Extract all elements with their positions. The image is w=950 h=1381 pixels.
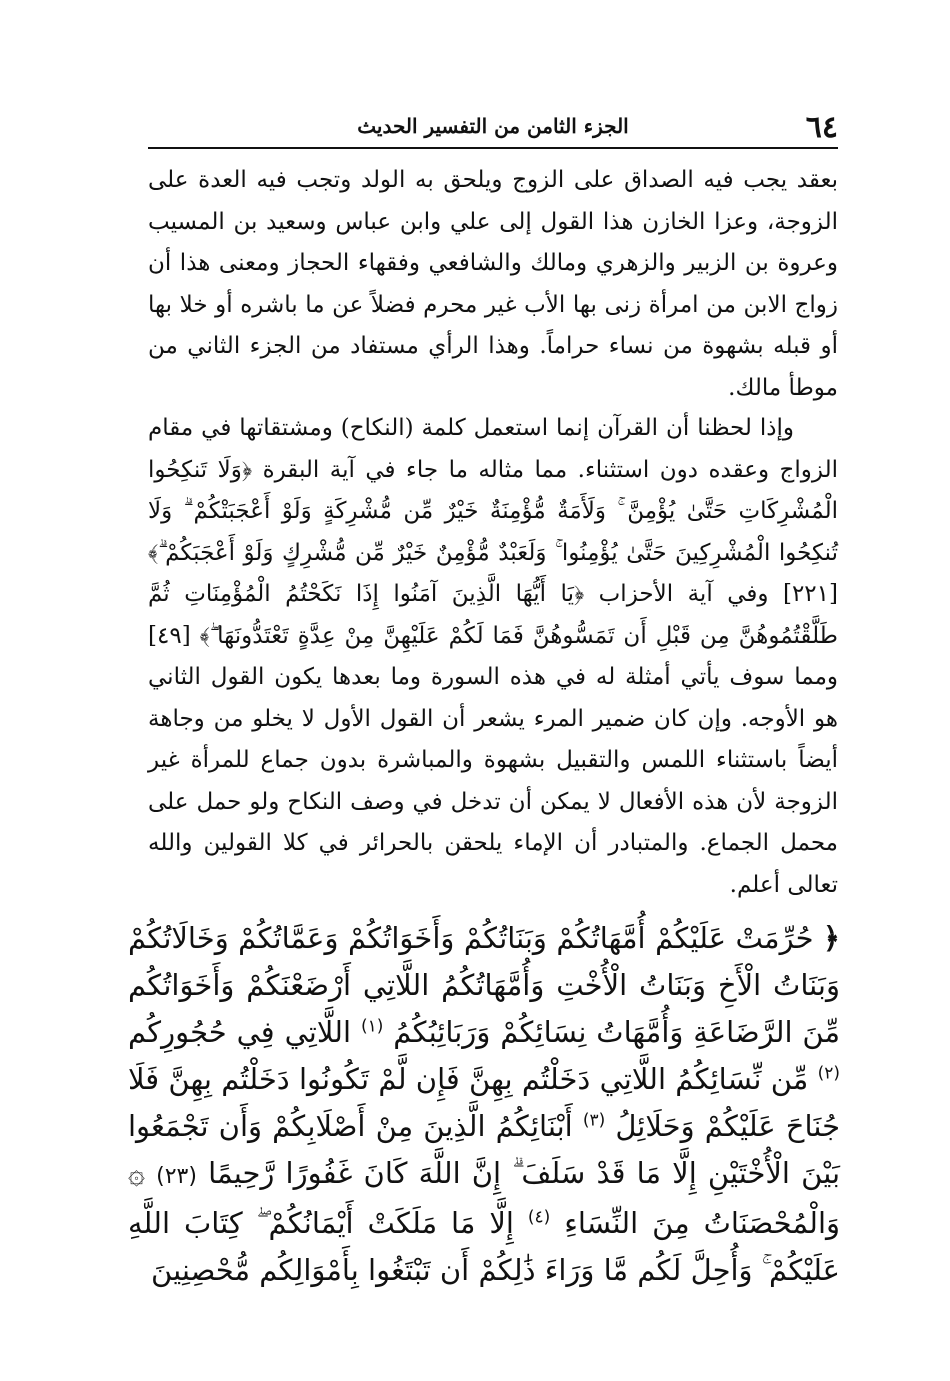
header-divider — [148, 147, 838, 149]
footnote-marker-1: (١) — [360, 1016, 384, 1037]
verse-segment-5: ۞ وَالْمُحْصَنَاتُ مِنَ النِّسَاءِ — [128, 1156, 841, 1240]
verse-segment-4: أَبْنَائِكُمُ الَّذِينَ مِنْ أَصْلَابِكُمْ وَأَن تَجْمَعُوا بَيْنَ الْأُخْتَيْنِ إِلَّا مَا قَدْ سَلَفَ ۗ إِنَّ اللَّهَ كَانَ غَفُورًا رَّحِيمًا — [128, 1109, 841, 1190]
footnote-marker-3: (٣) — [582, 1110, 606, 1131]
verse-segment-2: اللَّاتِي فِي حُجُورِكُم — [128, 1015, 352, 1049]
paragraph-2-text: وإذا لحظنا أن القرآن إنما استعمل كلمة (النكاح) ومشتقاتها في مقام الزواج وعقده دون استثناء. مما مثاله ما جاء في آية البقرة ﴿وَلَا تَنكِحُوا الْمُشْرِكَاتِ حَتَّىٰ يُؤْمِنَّ ۚ وَلَأَمَةٌ مُّؤْمِنَةٌ خَيْرٌ مِّن مُّشْرِكَةٍ وَلَوْ أَعْجَبَتْكُمْ ۗ وَلَا تُنكِحُوا الْمُشْرِكِينَ حَتَّىٰ يُؤْمِنُوا ۚ وَلَعَبْدٌ مُّؤْمِنٌ خَيْرٌ مِّن مُّشْرِكٍ وَلَوْ أَعْجَبَكُمْ ۗ﴾ [٢٢١] وفي آية الأحزاب ﴿يَا أَيُّهَا الَّذِينَ آمَنُوا إِذَا نَكَحْتُمُ الْمُؤْمِنَاتِ ثُمَّ طَلَّقْتُمُوهُنَّ مِن قَبْلِ أَن تَمَسُّوهُنَّ فَمَا لَكُمْ عَلَيْهِنَّ مِنْ عِدَّةٍ تَعْتَدُّونَهَا ۖ﴾ [٤٩] ومما سوف يأتي أمثلة له في هذه السورة وما بعدها يكون القول الثاني هو الأوجه. وإن كان ضمير المرء يشعر أن القول الأول لا يخلو من وجاهة أيضاً باستثناء اللمس والتقبيل بشهوة والمباشرة بدون جماع للمرأة غير الزوجة لأن هذه الأفعال لا يمكن أن تدخل في وصف النكاح ولو حمل على محمل الجماع. والمتبادر أن الإماء يلحقن بالحرائر في كلا القولين والله تعالى أعلم. — [148, 415, 838, 898]
footnote-marker-4: (٤) — [527, 1207, 551, 1228]
page-number: ٦٤ — [805, 110, 838, 145]
paragraph-2 — [148, 408, 838, 906]
verse-open-bracket: ﴿ — [823, 921, 840, 955]
quran-verse-block — [128, 915, 840, 1294]
verse-segment-1: حُرِّمَتْ عَلَيْكُمْ أُمَّهَاتُكُمْ وَبَنَاتُكُمْ وَأَخَوَاتُكُمْ وَعَمَّاتُكُمْ وَخَالَاتُكُمْ وَبَنَاتُ الْأَخِ وَبَنَاتُ الْأُخْتِ وَأُمَّهَاتُكُمُ اللَّاتِي أَرْضَعْنَكُمْ وَأَخَوَاتُكُم مِّنَ الرَّضَاعَةِ وَأُمَّهَاتُ نِسَائِكُمْ وَرَبَائِبُكُمُ — [128, 921, 841, 1049]
paragraph-1-text: بعقد يجب فيه الصداق على الزوج ويلحق به الولد وتجب فيه العدة على الزوجة، وعزا الخازن هذا القول إلى علي وابن عباس وسعيد بن المسيب وعروة بن الزبير والزهري ومالك والشافعي وفقهاء الحجاز ومعنى هذا أن زواج الابن من امرأة زنى بها الأب غير محرم فضلاً عن ما باشره أو خلا بها أو قبله بشهوة من نساء حراماً. وهذا الرأي مستفاد من الجزء الثاني من موطأ مالك. — [148, 167, 838, 401]
paragraph-1 — [148, 160, 838, 409]
page-header — [148, 108, 838, 148]
verse-text — [128, 915, 840, 1294]
verse-segment-3: مِّن نِّسَائِكُمُ اللَّاتِي دَخَلْتُم بِهِنَّ فَإِن لَّمْ تَكُونُوا دَخَلْتُم بِهِنَّ فَلَا جُنَاحَ عَلَيْكُمْ وَحَلَائِلُ — [128, 1062, 840, 1143]
running-title: الجزء الثامن من التفسير الحديث — [357, 114, 629, 138]
footnote-marker-2: (٢) — [817, 1063, 840, 1084]
verse-segment-6: إِلَّا مَا مَلَكَتْ أَيْمَانُكُمْ ۖ كِتَابَ اللَّهِ عَلَيْكُمْ ۚ وَأُحِلَّ لَكُم مَّا وَرَاءَ ذَٰلِكُمْ أَن تَبْتَغُوا بِأَمْوَالِكُم مُّحْصِنِينَ — [128, 1206, 840, 1287]
ayah-number-marker: (٢٣) — [156, 1164, 197, 1189]
